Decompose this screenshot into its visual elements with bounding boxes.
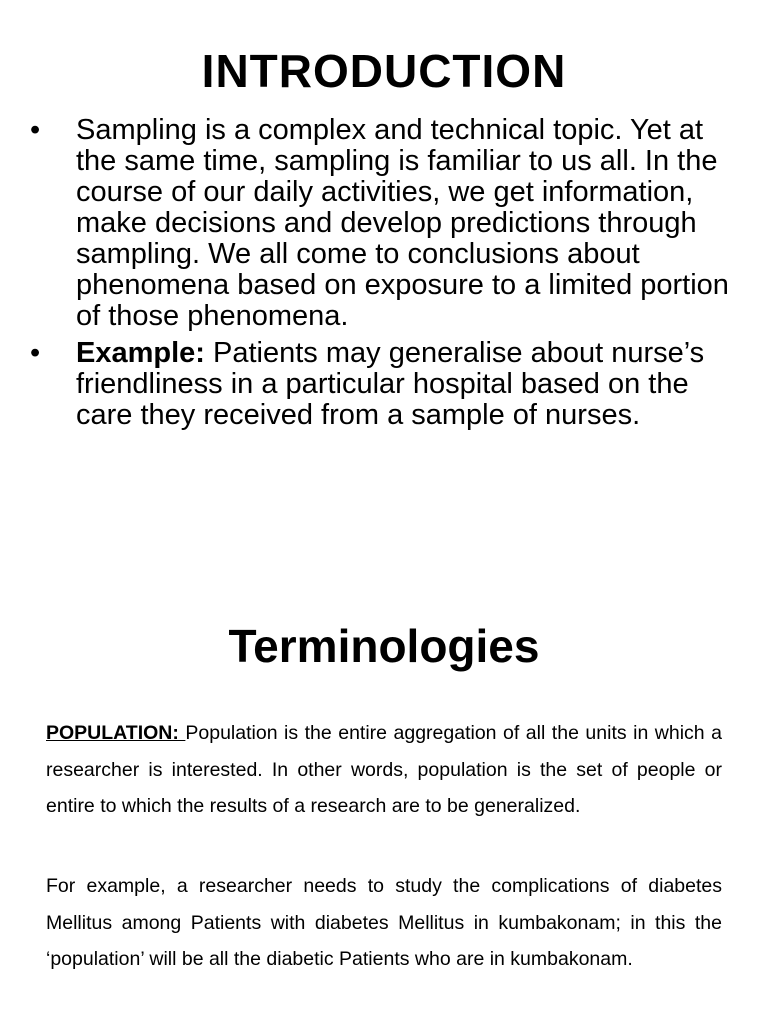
bullet-text: Patients may generalise about nurse’s friendliness in a particular hospital based on the care they received from a sample of nurses. bbox=[76, 337, 705, 431]
population-paragraph bbox=[46, 715, 722, 825]
bullet-item-example bbox=[30, 338, 730, 431]
bullet-item-sampling bbox=[30, 115, 730, 332]
bullet-dot-icon: • bbox=[30, 114, 41, 146]
example-paragraph: For example, a researcher needs to study the complications of diabetes Mellitus among Patients with diabetes Mellitus in kumbakonam; in this the ‘population’ will be all the diabetic Patients who are in kumbakonam. bbox=[46, 875, 722, 970]
bullet-prefix: Example: bbox=[76, 337, 205, 369]
terminologies-title: Terminologies bbox=[228, 620, 540, 672]
introduction-bullet-list bbox=[30, 115, 730, 437]
population-term-label: POPULATION: bbox=[46, 722, 186, 744]
population-definition: Population is the entire aggregation of all the units in which a researcher is interested. In other words, population is the set of people or entire to which the results of a research are to be generalized. bbox=[46, 722, 722, 817]
bullet-dot-icon: • bbox=[30, 337, 41, 369]
bullet-text: Sampling is a complex and technical topic. Yet at the same time, sampling is familiar to us all. In the course of our daily activities, we get information, make decisions and develop predictions through sampling. We all come to conclusions about phenomena based on exposure to a limited portion of those phenomena. bbox=[76, 114, 729, 332]
introduction-title: INTRODUCTION bbox=[201, 45, 567, 97]
